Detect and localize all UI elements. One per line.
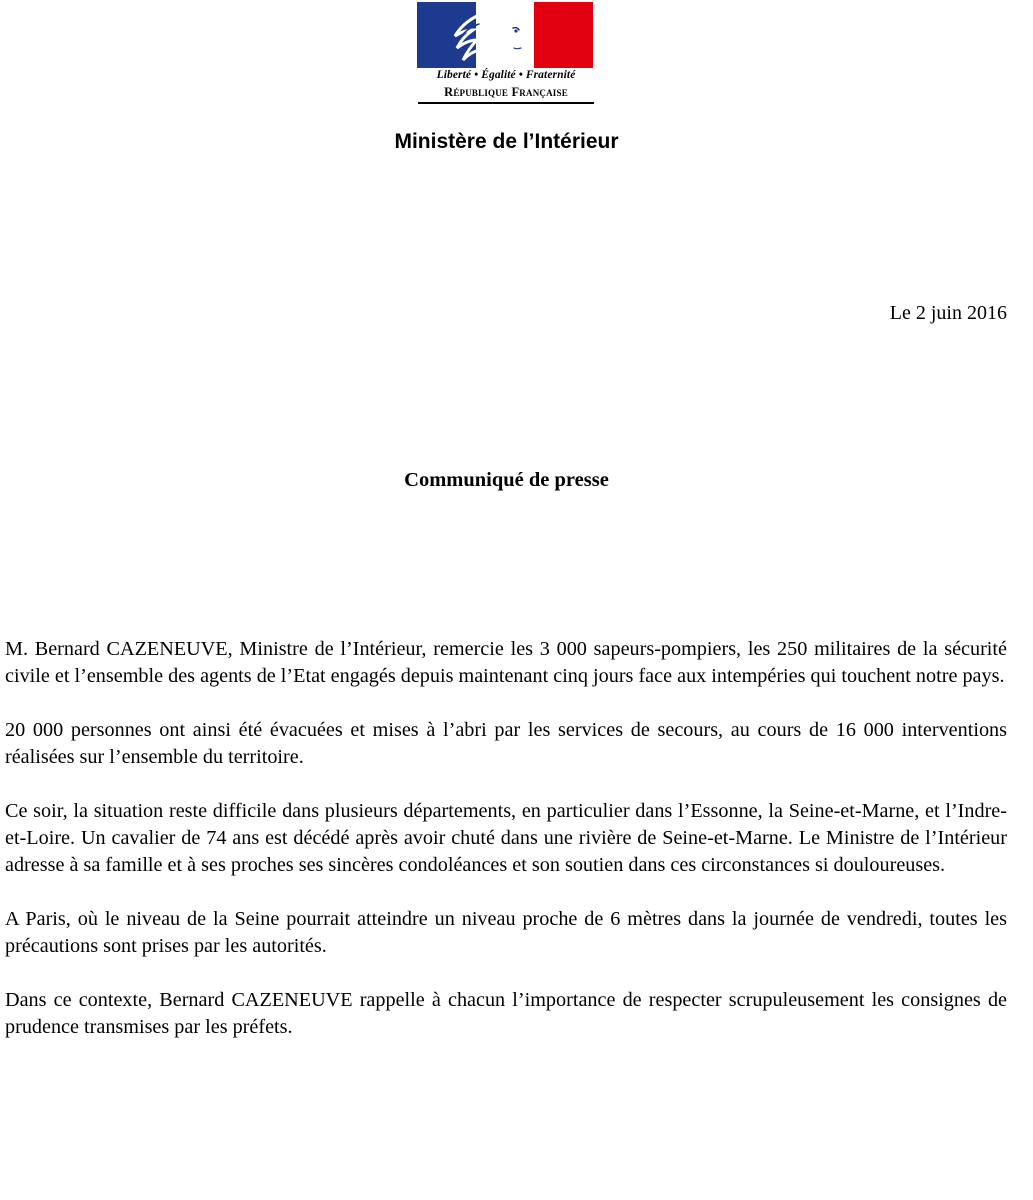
marianne-flag-icon [417, 2, 593, 68]
document-date: Le 2 juin 2016 [889, 302, 1007, 324]
document-type-heading: Communiqué de presse [404, 469, 609, 491]
motto-text: Liberté • Égalité • Fraternité [436, 69, 576, 81]
paragraph-paris: A Paris, où le niveau de la Seine pourrait atteindre un niveau proche de 6 mètres dans la journée de vendredi, toutes les précautions sont prises par les autorités. [5, 908, 1007, 957]
paragraph-situation: Ce soir, la situation reste difficile dans plusieurs départements, en particulier dans l’Essonne, la Seine-et-Marne, et l’Indre-et-Loire. Un cavalier de 74 ans est décédé après avoir chuté dans une rivière de Seine-et-Marne. Le Ministre de l’Intérieur adresse à sa famille et à ses proches ses sincères condoléances et son soutien dans ces circonstances si douloureuses. [5, 800, 1007, 876]
divider [418, 102, 594, 104]
paragraph-thanks: M. Bernard CAZENEUVE, Ministre de l’Intérieur, remercie les 3 000 sapeurs-pompiers, les 250 militaires de la sécurité civile et l’ensemble des agents de l’Etat engagés depuis maintenant cinq jours face aux intempéries qui touchent notre pays. [5, 638, 1007, 687]
press-release-body [5, 636, 1007, 1068]
paragraph-instructions: Dans ce contexte, Bernard CAZENEUVE rappelle à chacun l’importance de respecter scrupuleusement les consignes de prudence transmises par les préfets. [5, 989, 1007, 1038]
republique-francaise-logo [416, 2, 596, 106]
republique-francaise-text: République Française [444, 85, 568, 99]
ministry-title: Ministère de l’Intérieur [394, 130, 619, 153]
paragraph-evacuations: 20 000 personnes ont ainsi été évacuées et mises à l’abri par les services de secours, au cours de 16 000 interventions réalisées sur l’ensemble du territoire. [5, 719, 1007, 768]
